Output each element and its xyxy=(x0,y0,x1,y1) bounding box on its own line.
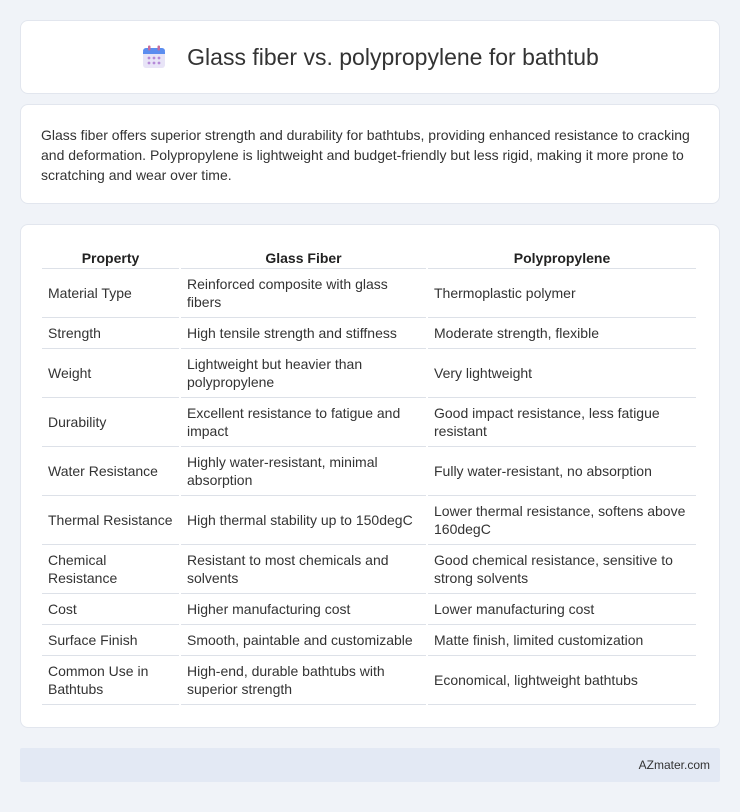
table-row xyxy=(42,398,696,447)
header-property: Property xyxy=(42,245,179,269)
footer xyxy=(20,748,720,782)
glass-fiber-cell: Lightweight but heavier than polypropylene xyxy=(181,349,426,398)
property-cell: Durability xyxy=(42,398,179,447)
header-glass-fiber: Glass Fiber xyxy=(181,245,426,269)
table-header-row xyxy=(42,245,696,269)
glass-fiber-cell: Higher manufacturing cost xyxy=(181,594,426,625)
glass-fiber-cell: Smooth, paintable and customizable xyxy=(181,625,426,656)
property-cell: Weight xyxy=(42,349,179,398)
property-cell: Surface Finish xyxy=(42,625,179,656)
glass-fiber-cell: Reinforced composite with glass fibers xyxy=(181,269,426,318)
property-cell: Chemical Resistance xyxy=(42,545,179,594)
table-row xyxy=(42,625,696,656)
property-cell: Thermal Resistance xyxy=(42,496,179,545)
property-cell: Common Use in Bathtubs xyxy=(42,656,179,705)
polypropylene-cell: Fully water-resistant, no absorption xyxy=(428,447,696,496)
glass-fiber-cell: Excellent resistance to fatigue and impact xyxy=(181,398,426,447)
polypropylene-cell: Very lightweight xyxy=(428,349,696,398)
footer-brand[interactable]: AZmater.com xyxy=(638,758,710,772)
property-cell: Material Type xyxy=(42,269,179,318)
property-cell: Cost xyxy=(42,594,179,625)
polypropylene-cell: Lower thermal resistance, softens above 160degC xyxy=(428,496,696,545)
polypropylene-cell: Moderate strength, flexible xyxy=(428,318,696,349)
polypropylene-cell: Good impact resistance, less fatigue resistant xyxy=(428,398,696,447)
table-row xyxy=(42,656,696,705)
glass-fiber-cell: Highly water-resistant, minimal absorption xyxy=(181,447,426,496)
polypropylene-cell: Lower manufacturing cost xyxy=(428,594,696,625)
table-row xyxy=(42,318,696,349)
polypropylene-cell: Economical, lightweight bathtubs xyxy=(428,656,696,705)
page-title: Glass fiber vs. polypropylene for bathtub xyxy=(187,43,599,70)
table-row xyxy=(42,594,696,625)
polypropylene-cell: Thermoplastic polymer xyxy=(428,269,696,318)
header-polypropylene: Polypropylene xyxy=(428,245,696,269)
glass-fiber-cell: High thermal stability up to 150degC xyxy=(181,496,426,545)
polypropylene-cell: Matte finish, limited customization xyxy=(428,625,696,656)
property-cell: Strength xyxy=(42,318,179,349)
table-row xyxy=(42,496,696,545)
table-row xyxy=(42,447,696,496)
summary-text: Glass fiber offers superior strength and durability for bathtubs, providing enhanced resistance to cracking and deformation. Polypropylene is lightweight and budget-friendly but less rigid, making it more prone to scratching and wear over time. xyxy=(41,127,690,183)
table-row xyxy=(42,269,696,318)
table-row xyxy=(42,545,696,594)
property-cell: Water Resistance xyxy=(42,447,179,496)
glass-fiber-cell: High tensile strength and stiffness xyxy=(181,318,426,349)
summary-card xyxy=(20,104,720,204)
glass-fiber-cell: Resistant to most chemicals and solvents xyxy=(181,545,426,594)
glass-fiber-cell: High-end, durable bathtubs with superior strength xyxy=(181,656,426,705)
polypropylene-cell: Good chemical resistance, sensitive to strong solvents xyxy=(428,545,696,594)
title-card xyxy=(20,20,720,94)
comparison-card xyxy=(20,224,720,728)
calendar-icon xyxy=(141,44,167,70)
comparison-table xyxy=(40,245,698,705)
table-row xyxy=(42,349,696,398)
